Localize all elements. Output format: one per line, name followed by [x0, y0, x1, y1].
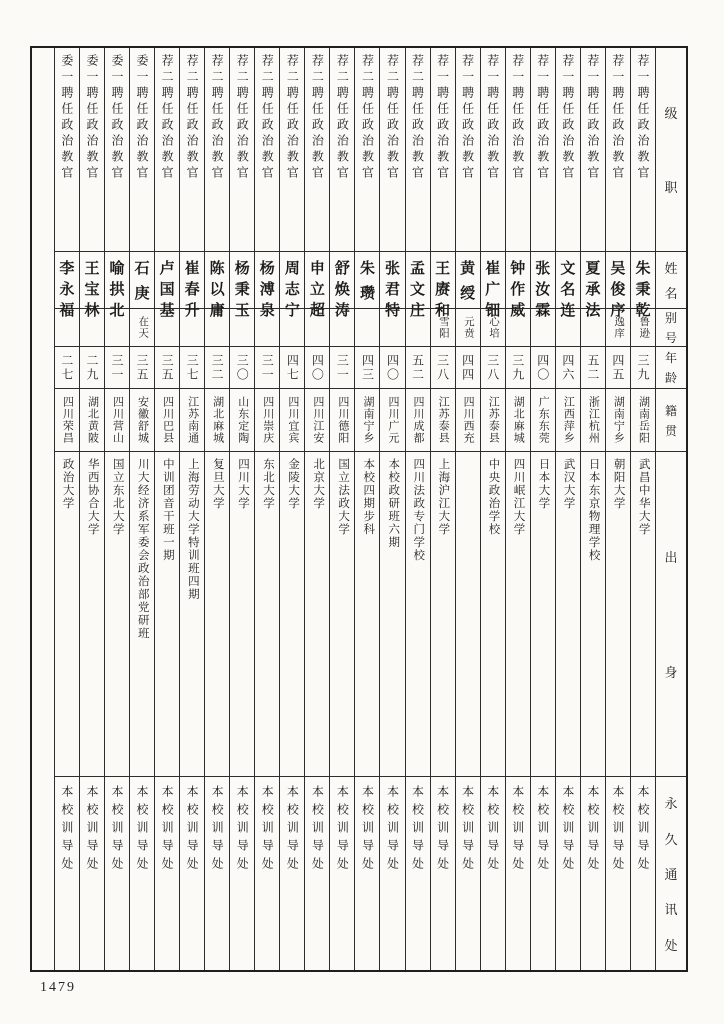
alias-cell	[180, 309, 204, 347]
address-cell: 本校训导处	[385, 785, 400, 875]
origin-cell: 四川大学	[230, 452, 254, 777]
name-cell: 陈 以 庸	[205, 252, 229, 309]
rank-cell: 荐一聘任政治教官	[556, 48, 580, 252]
origin-cell: 日本东京物理学校	[581, 452, 605, 777]
alias-cell	[406, 309, 430, 347]
native-place-cell: 四川营山	[105, 389, 129, 452]
person-column	[506, 48, 531, 970]
person-column	[130, 48, 155, 970]
alias-cell	[355, 309, 379, 347]
address-cell: 本校训导处	[310, 785, 325, 875]
alias-cell	[531, 309, 555, 347]
rank-cell: 荐二聘任政治教官	[355, 48, 379, 252]
age-cell: 三二	[205, 347, 229, 389]
rank-cell: 荐一聘任政治教官	[531, 48, 555, 252]
alias-cell	[255, 309, 279, 347]
native-place-cell: 四川宜宾	[280, 389, 304, 452]
age-cell: 三五	[130, 347, 154, 389]
age-cell: 四三	[355, 347, 379, 389]
address-cell: 本校训导处	[84, 785, 99, 875]
age-cell: 二七	[55, 347, 79, 389]
native-place-cell: 四川德阳	[330, 389, 354, 452]
native-place-cell: 湖南岳阳	[631, 389, 655, 452]
person-column	[305, 48, 330, 970]
person-column	[105, 48, 130, 970]
native-place-cell: 江苏南通	[180, 389, 204, 452]
name-cell: 文 名 连	[556, 252, 580, 309]
native-place-cell: 江西萍乡	[556, 389, 580, 452]
origin-cell: 国立法政大学	[330, 452, 354, 777]
name-cell: 李 永 福	[55, 252, 79, 309]
age-cell: 四〇	[380, 347, 404, 389]
address-cell: 本校训导处	[510, 785, 525, 875]
origin-cell: 武昌中华大学	[631, 452, 655, 777]
age-cell: 四七	[280, 347, 304, 389]
age-cell: 四〇	[531, 347, 555, 389]
personnel-table	[30, 46, 688, 972]
person-column	[55, 48, 80, 970]
rank-cell: 荐二聘任政治教官	[230, 48, 254, 252]
rank-cell: 荐一聘任政治教官	[431, 48, 455, 252]
name-cell: 杨 秉 玉	[230, 252, 254, 309]
name-cell: 朱 秉 乾	[631, 252, 655, 309]
native-place-cell: 四川崇庆	[255, 389, 279, 452]
name-cell: 崔 春 升	[180, 252, 204, 309]
rank-cell: 荐一聘任政治教官	[506, 48, 530, 252]
address-cell: 本校训导处	[335, 785, 350, 875]
name-cell: 钟 作 威	[506, 252, 530, 309]
native-place-cell: 江苏泰县	[481, 389, 505, 452]
person-column	[531, 48, 556, 970]
origin-cell: 复旦大学	[205, 452, 229, 777]
rank-cell: 荐二聘任政治教官	[406, 48, 430, 252]
address-cell: 本校训导处	[435, 785, 450, 875]
native-place-cell: 湖北麻城	[205, 389, 229, 452]
native-place-cell: 江苏泰县	[431, 389, 455, 452]
rank-cell: 委一聘任政治教官	[130, 48, 154, 252]
name-cell: 黄 绶	[456, 252, 480, 309]
rank-cell: 荐二聘任政治教官	[305, 48, 329, 252]
address-cell: 本校训导处	[59, 785, 74, 875]
person-column	[80, 48, 105, 970]
age-cell: 五二	[581, 347, 605, 389]
alias-cell: 心培	[481, 309, 505, 347]
origin-cell: 国立东北大学	[105, 452, 129, 777]
origin-cell: 四川法政专门学校	[406, 452, 430, 777]
address-cell: 本校训导处	[610, 785, 625, 875]
alias-cell: 元贲	[456, 309, 480, 347]
rank-cell: 荐一聘任政治教官	[481, 48, 505, 252]
native-place-cell: 浙江杭州	[581, 389, 605, 452]
rank-cell: 荐二聘任政治教官	[380, 48, 404, 252]
header-alias: 别 号	[656, 309, 686, 347]
alias-cell	[205, 309, 229, 347]
address-cell: 本校训导处	[109, 785, 124, 875]
alias-cell	[581, 309, 605, 347]
rank-cell: 委一聘任政治教官	[55, 48, 79, 252]
alias-cell	[380, 309, 404, 347]
rank-cell: 荐一聘任政治教官	[456, 48, 480, 252]
alias-cell	[556, 309, 580, 347]
origin-cell: 武汉大学	[556, 452, 580, 777]
rank-cell: 委一聘任政治教官	[105, 48, 129, 252]
rank-cell: 荐一聘任政治教官	[606, 48, 630, 252]
age-cell: 三八	[481, 347, 505, 389]
name-cell: 吴 俊 序	[606, 252, 630, 309]
page-number: 1479	[40, 980, 76, 995]
address-cell: 本校训导处	[160, 785, 175, 875]
person-column	[380, 48, 405, 970]
name-cell: 杨 溥 泉	[255, 252, 279, 309]
rank-cell: 荐二聘任政治教官	[155, 48, 179, 252]
alias-cell	[230, 309, 254, 347]
age-cell: 四四	[456, 347, 480, 389]
native-place-cell: 湖北麻城	[506, 389, 530, 452]
name-cell: 张 君 特	[380, 252, 404, 309]
origin-cell: 朝阳大学	[606, 452, 630, 777]
origin-cell: 本校政研班六期	[380, 452, 404, 777]
alias-cell	[55, 309, 79, 347]
rank-cell: 荐二聘任政治教官	[330, 48, 354, 252]
native-place-cell: 四川江安	[305, 389, 329, 452]
header-origin: 出 身	[656, 452, 686, 777]
header-age: 年 龄	[656, 347, 686, 389]
header-address: 永 久 通 讯 处	[664, 796, 678, 953]
person-column	[180, 48, 205, 970]
person-column	[355, 48, 380, 970]
age-cell: 三一	[105, 347, 129, 389]
age-cell: 四五	[606, 347, 630, 389]
name-cell: 王 赓 和	[431, 252, 455, 309]
name-cell: 申 立 超	[305, 252, 329, 309]
address-cell: 本校训导处	[210, 785, 225, 875]
address-cell: 本校训导处	[235, 785, 250, 875]
name-cell: 崔 广 钿	[481, 252, 505, 309]
name-cell: 朱 瓒	[355, 252, 379, 309]
name-cell: 夏 承 法	[581, 252, 605, 309]
age-cell: 三一	[255, 347, 279, 389]
native-place-cell: 山东定陶	[230, 389, 254, 452]
name-cell: 张 汝 霖	[531, 252, 555, 309]
person-column	[230, 48, 255, 970]
header-rank: 级 职	[656, 48, 686, 252]
header-column	[656, 48, 686, 970]
name-cell: 周 志 宁	[280, 252, 304, 309]
header-name: 姓 名	[656, 252, 686, 309]
origin-cell: 中央政治学校	[481, 452, 505, 777]
native-place-cell: 湖南宁乡	[606, 389, 630, 452]
native-place-cell: 四川广元	[380, 389, 404, 452]
person-column	[406, 48, 431, 970]
alias-cell: 鲁逊	[631, 309, 655, 347]
age-cell: 三七	[180, 347, 204, 389]
address-cell: 本校训导处	[285, 785, 300, 875]
person-column	[631, 48, 656, 970]
alias-cell: 在天	[130, 309, 154, 347]
origin-cell	[456, 452, 480, 777]
person-column	[155, 48, 180, 970]
age-cell: 三〇	[230, 347, 254, 389]
native-place-cell: 湖北黄陂	[80, 389, 104, 452]
alias-cell	[280, 309, 304, 347]
person-column	[456, 48, 481, 970]
address-cell: 本校训导处	[260, 785, 275, 875]
origin-cell: 日本大学	[531, 452, 555, 777]
name-cell: 石 庚	[130, 252, 154, 309]
native-place-cell: 四川荣昌	[55, 389, 79, 452]
rank-cell: 荐二聘任政治教官	[205, 48, 229, 252]
address-cell: 本校训导处	[560, 785, 575, 875]
age-cell: 三八	[431, 347, 455, 389]
origin-cell: 政治大学	[55, 452, 79, 777]
address-cell: 本校训导处	[585, 785, 600, 875]
alias-cell	[506, 309, 530, 347]
origin-cell: 东北大学	[255, 452, 279, 777]
native-place-cell: 湖南宁乡	[355, 389, 379, 452]
age-cell: 四〇	[305, 347, 329, 389]
alias-cell	[305, 309, 329, 347]
origin-cell: 上海劳动大学特训班四期	[180, 452, 204, 777]
age-cell: 三九	[631, 347, 655, 389]
age-cell: 二九	[80, 347, 104, 389]
alias-cell	[105, 309, 129, 347]
alias-cell: 雪阳	[431, 309, 455, 347]
rank-cell: 荐一聘任政治教官	[581, 48, 605, 252]
origin-cell: 本校四期步科	[355, 452, 379, 777]
origin-cell: 华西协合大学	[80, 452, 104, 777]
age-cell: 三一	[330, 347, 354, 389]
person-column	[255, 48, 280, 970]
person-column	[556, 48, 581, 970]
origin-cell: 北京大学	[305, 452, 329, 777]
alias-cell: 逸庠	[606, 309, 630, 347]
address-cell: 本校训导处	[635, 785, 650, 875]
person-column	[581, 48, 606, 970]
person-column	[481, 48, 506, 970]
native-place-cell: 四川西充	[456, 389, 480, 452]
address-cell: 本校训导处	[135, 785, 150, 875]
person-column	[330, 48, 355, 970]
rank-cell: 委一聘任政治教官	[80, 48, 104, 252]
rank-cell: 荐二聘任政治教官	[280, 48, 304, 252]
address-cell: 本校训导处	[485, 785, 500, 875]
person-column	[431, 48, 456, 970]
header-native-place: 籍 贯	[656, 389, 686, 452]
alias-cell	[155, 309, 179, 347]
native-place-cell: 安徽舒城	[130, 389, 154, 452]
name-cell: 王 宝 林	[80, 252, 104, 309]
native-place-cell: 四川成都	[406, 389, 430, 452]
person-column	[205, 48, 230, 970]
age-cell: 三九	[506, 347, 530, 389]
rank-cell: 荐二聘任政治教官	[180, 48, 204, 252]
address-cell: 本校训导处	[360, 785, 375, 875]
age-cell: 五二	[406, 347, 430, 389]
rank-cell: 荐二聘任政治教官	[255, 48, 279, 252]
name-cell: 孟 文 庄	[406, 252, 430, 309]
empty-column	[32, 48, 55, 970]
address-cell: 本校训导处	[460, 785, 475, 875]
rank-cell: 荐一聘任政治教官	[631, 48, 655, 252]
name-cell: 舒 焕 涛	[330, 252, 354, 309]
age-cell: 三五	[155, 347, 179, 389]
native-place-cell: 广东东莞	[531, 389, 555, 452]
address-cell: 本校训导处	[535, 785, 550, 875]
age-cell: 四六	[556, 347, 580, 389]
origin-cell: 金陵大学	[280, 452, 304, 777]
origin-cell: 中训团音干班一期	[155, 452, 179, 777]
origin-cell: 四川岷江大学	[506, 452, 530, 777]
origin-cell: 川大经济系军委会政治部党研班	[130, 452, 154, 777]
name-cell: 喻 拱 北	[105, 252, 129, 309]
native-place-cell: 四川巴县	[155, 389, 179, 452]
origin-cell: 上海沪江大学	[431, 452, 455, 777]
alias-cell	[330, 309, 354, 347]
person-column	[280, 48, 305, 970]
alias-cell	[80, 309, 104, 347]
address-cell: 本校训导处	[410, 785, 425, 875]
person-column	[606, 48, 631, 970]
name-cell: 卢 国 基	[155, 252, 179, 309]
address-cell: 本校训导处	[185, 785, 200, 875]
